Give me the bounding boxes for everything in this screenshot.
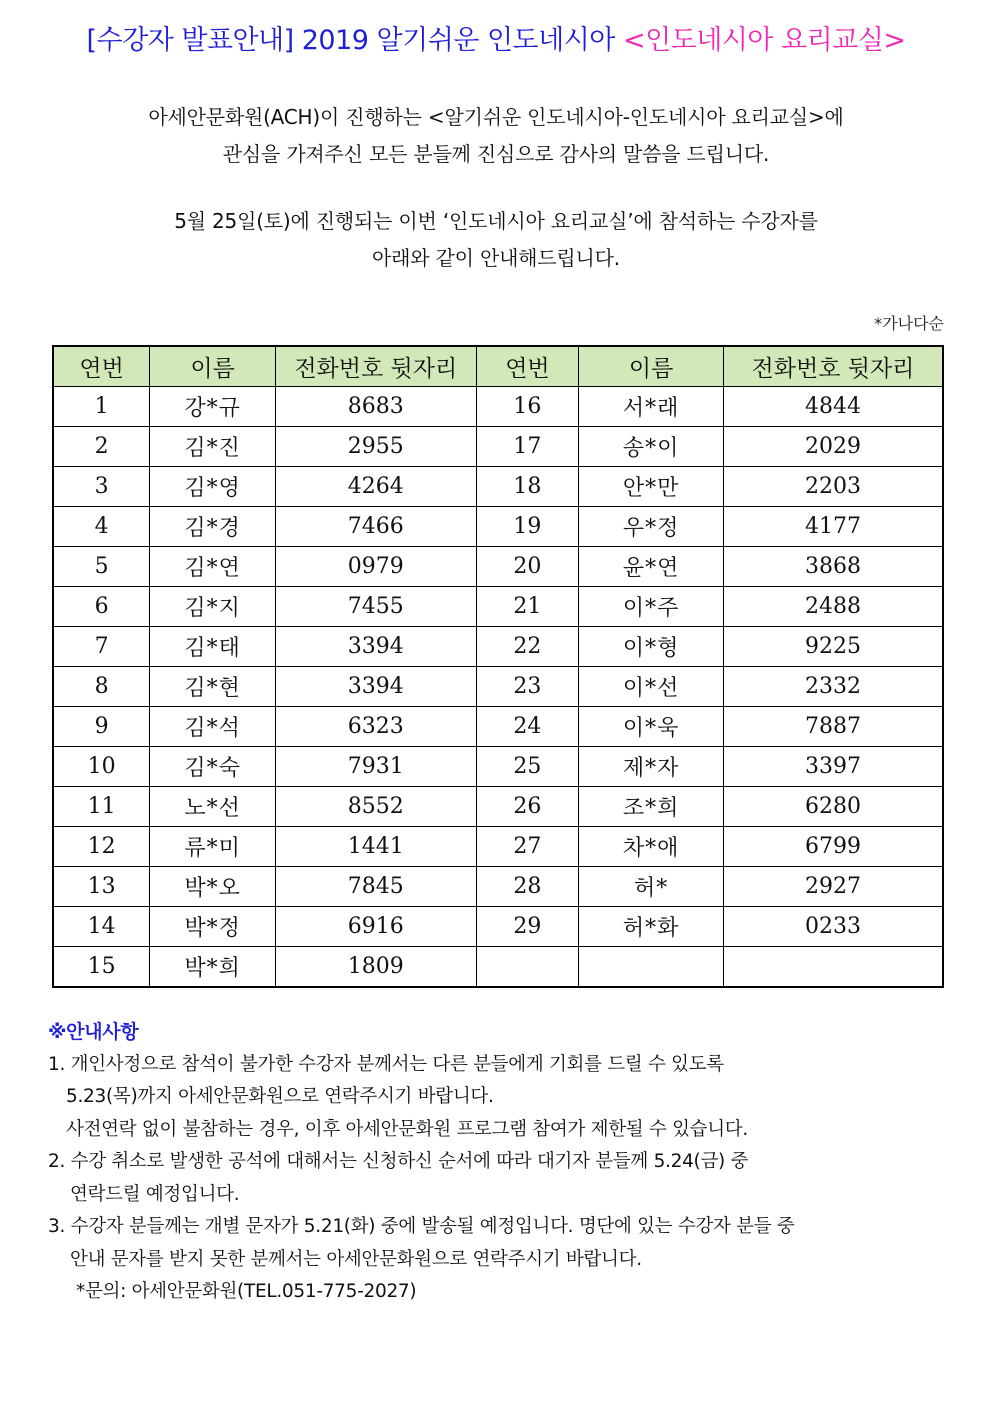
page-title <box>0 18 992 57</box>
cell-name: 송*이 <box>579 427 724 467</box>
cell-phone: 4844 <box>723 387 943 427</box>
table-row <box>53 467 943 507</box>
cell-name: 김*석 <box>150 707 276 747</box>
table-row <box>53 507 943 547</box>
cell-phone: 1809 <box>275 947 476 988</box>
table-row <box>53 867 943 907</box>
cell-no: 13 <box>53 867 150 907</box>
intro-line-2: 관심을 가져주신 모든 분들께 진심으로 감사의 말씀을 드립니다. <box>222 142 770 166</box>
table-row <box>53 387 943 427</box>
cell-phone: 6916 <box>275 907 476 947</box>
cell-no: 5 <box>53 547 150 587</box>
sort-note: *가나다순 <box>874 314 944 333</box>
header-phone-left: 전화번호 뒷자리 <box>275 346 476 387</box>
table-row <box>53 707 943 747</box>
table-row <box>53 627 943 667</box>
cell-phone: 2488 <box>723 587 943 627</box>
cell-no: 8 <box>53 667 150 707</box>
cell-phone: 6323 <box>275 707 476 747</box>
header-phone-right: 전화번호 뒷자리 <box>723 346 943 387</box>
cell-name: 박*희 <box>150 947 276 988</box>
cell-phone: 8552 <box>275 787 476 827</box>
cell-name: 김*현 <box>150 667 276 707</box>
cell-name: 류*미 <box>150 827 276 867</box>
cell-name: 조*희 <box>579 787 724 827</box>
header-name-left: 이름 <box>150 346 276 387</box>
cell-name: 이*주 <box>579 587 724 627</box>
cell-phone: 8683 <box>275 387 476 427</box>
table-row <box>53 667 943 707</box>
cell-name: 이*형 <box>579 627 724 667</box>
cell-phone: 2927 <box>723 867 943 907</box>
cell-no: 12 <box>53 827 150 867</box>
notice-heading: ※안내사항 <box>48 1021 139 1043</box>
cell-name <box>579 947 724 988</box>
cell-phone: 2332 <box>723 667 943 707</box>
cell-phone: 6799 <box>723 827 943 867</box>
header-name-right: 이름 <box>579 346 724 387</box>
cell-no: 15 <box>53 947 150 988</box>
cell-phone: 0233 <box>723 907 943 947</box>
cell-phone: 2203 <box>723 467 943 507</box>
roster-table <box>52 345 944 988</box>
notice-item-3: 3. 수강자 분들께는 개별 문자가 5.21(화) 중에 발송될 예정입니다. 명단에 있는 수강자 분들 중 <box>48 1216 795 1237</box>
cell-phone: 7887 <box>723 707 943 747</box>
cell-no: 17 <box>476 427 579 467</box>
intro-line-1: 아세안문화원(ACH)이 진행하는 <알기쉬운 인도네시아-인도네시아 요리교실>에 <box>148 105 844 129</box>
cell-name: 윤*연 <box>579 547 724 587</box>
cell-phone: 3868 <box>723 547 943 587</box>
cell-no: 20 <box>476 547 579 587</box>
notice-item-1-cont: 5.23(목)까지 아세안문화원으로 연락주시기 바랍니다. <box>66 1086 494 1107</box>
cell-no: 14 <box>53 907 150 947</box>
cell-no: 28 <box>476 867 579 907</box>
notice-item-1-cont: 사전연락 없이 불참하는 경우, 이후 아세안문화원 프로그램 참여가 제한될 수 있습니다. <box>66 1118 748 1140</box>
cell-phone: 6280 <box>723 787 943 827</box>
title-subtitle: <인도네시아 요리교실> <box>622 25 906 56</box>
cell-name: 김*지 <box>150 587 276 627</box>
cell-phone: 3394 <box>275 667 476 707</box>
cell-phone <box>723 947 943 988</box>
cell-name: 허* <box>579 867 724 907</box>
header-no-left: 연번 <box>53 346 150 387</box>
notice-item-2-cont: 연락드릴 예정입니다. <box>70 1183 240 1205</box>
cell-name: 김*영 <box>150 467 276 507</box>
table-row <box>53 747 943 787</box>
cell-no: 27 <box>476 827 579 867</box>
cell-phone: 7845 <box>275 867 476 907</box>
cell-name: 차*애 <box>579 827 724 867</box>
table-row <box>53 787 943 827</box>
intro-line-3: 5월 25일(토)에 진행되는 이번 ‘인도네시아 요리교실’에 참석하는 수강자를 <box>174 209 818 233</box>
roster-body <box>53 387 943 988</box>
cell-no: 16 <box>476 387 579 427</box>
cell-no: 11 <box>53 787 150 827</box>
cell-name: 안*만 <box>579 467 724 507</box>
cell-phone: 3397 <box>723 747 943 787</box>
cell-name: 강*규 <box>150 387 276 427</box>
cell-name: 박*오 <box>150 867 276 907</box>
title-main: [수강자 발표안내] 2019 알기쉬운 인도네시아 <box>86 25 615 56</box>
cell-no: 23 <box>476 667 579 707</box>
cell-phone: 4264 <box>275 467 476 507</box>
cell-name: 김*태 <box>150 627 276 667</box>
cell-no: 18 <box>476 467 579 507</box>
cell-phone: 9225 <box>723 627 943 667</box>
cell-no: 6 <box>53 587 150 627</box>
table-row <box>53 907 943 947</box>
cell-no: 10 <box>53 747 150 787</box>
cell-no: 9 <box>53 707 150 747</box>
cell-name: 이*선 <box>579 667 724 707</box>
cell-name: 우*정 <box>579 507 724 547</box>
cell-name: 서*래 <box>579 387 724 427</box>
cell-no: 26 <box>476 787 579 827</box>
table-row <box>53 547 943 587</box>
cell-phone: 7455 <box>275 587 476 627</box>
cell-phone: 7466 <box>275 507 476 547</box>
cell-phone: 3394 <box>275 627 476 667</box>
cell-name: 김*경 <box>150 507 276 547</box>
cell-no: 4 <box>53 507 150 547</box>
table-header-row <box>53 346 943 387</box>
notice-section <box>48 1016 948 1309</box>
cell-no: 24 <box>476 707 579 747</box>
cell-no: 22 <box>476 627 579 667</box>
cell-name: 박*정 <box>150 907 276 947</box>
table-row <box>53 587 943 627</box>
notice-item-3-cont: 안내 문자를 받지 못한 분께서는 아세안문화원으로 연락주시기 바랍니다. <box>70 1248 642 1270</box>
cell-name: 노*선 <box>150 787 276 827</box>
cell-phone: 4177 <box>723 507 943 547</box>
cell-no: 19 <box>476 507 579 547</box>
cell-no: 2 <box>53 427 150 467</box>
cell-no: 3 <box>53 467 150 507</box>
cell-no <box>476 947 579 988</box>
header-no-right: 연번 <box>476 346 579 387</box>
cell-no: 25 <box>476 747 579 787</box>
cell-name: 허*화 <box>579 907 724 947</box>
notice-item-2: 2. 수강 취소로 발생한 공석에 대해서는 신청하신 순서에 따라 대기자 분들께 5.24(금) 중 <box>48 1151 749 1172</box>
table-row <box>53 827 943 867</box>
cell-name: 제*자 <box>579 747 724 787</box>
cell-no: 29 <box>476 907 579 947</box>
cell-name: 이*욱 <box>579 707 724 747</box>
cell-no: 21 <box>476 587 579 627</box>
cell-no: 7 <box>53 627 150 667</box>
intro-line-4: 아래와 같이 안내해드립니다. <box>372 246 620 270</box>
cell-phone: 1441 <box>275 827 476 867</box>
cell-name: 김*연 <box>150 547 276 587</box>
notice-item-1: 1. 개인사정으로 참석이 불가한 수강자 분께서는 다른 분들에게 기회를 드릴 수 있도록 <box>48 1053 724 1075</box>
cell-no: 1 <box>53 387 150 427</box>
cell-phone: 7931 <box>275 747 476 787</box>
table-row <box>53 427 943 467</box>
cell-phone: 2955 <box>275 427 476 467</box>
cell-phone: 2029 <box>723 427 943 467</box>
cell-name: 김*진 <box>150 427 276 467</box>
table-row <box>53 947 943 988</box>
notice-contact: *문의: 아세안문화원(TEL.051-775-2027) <box>76 1281 417 1302</box>
cell-phone: 0979 <box>275 547 476 587</box>
cell-name: 김*숙 <box>150 747 276 787</box>
